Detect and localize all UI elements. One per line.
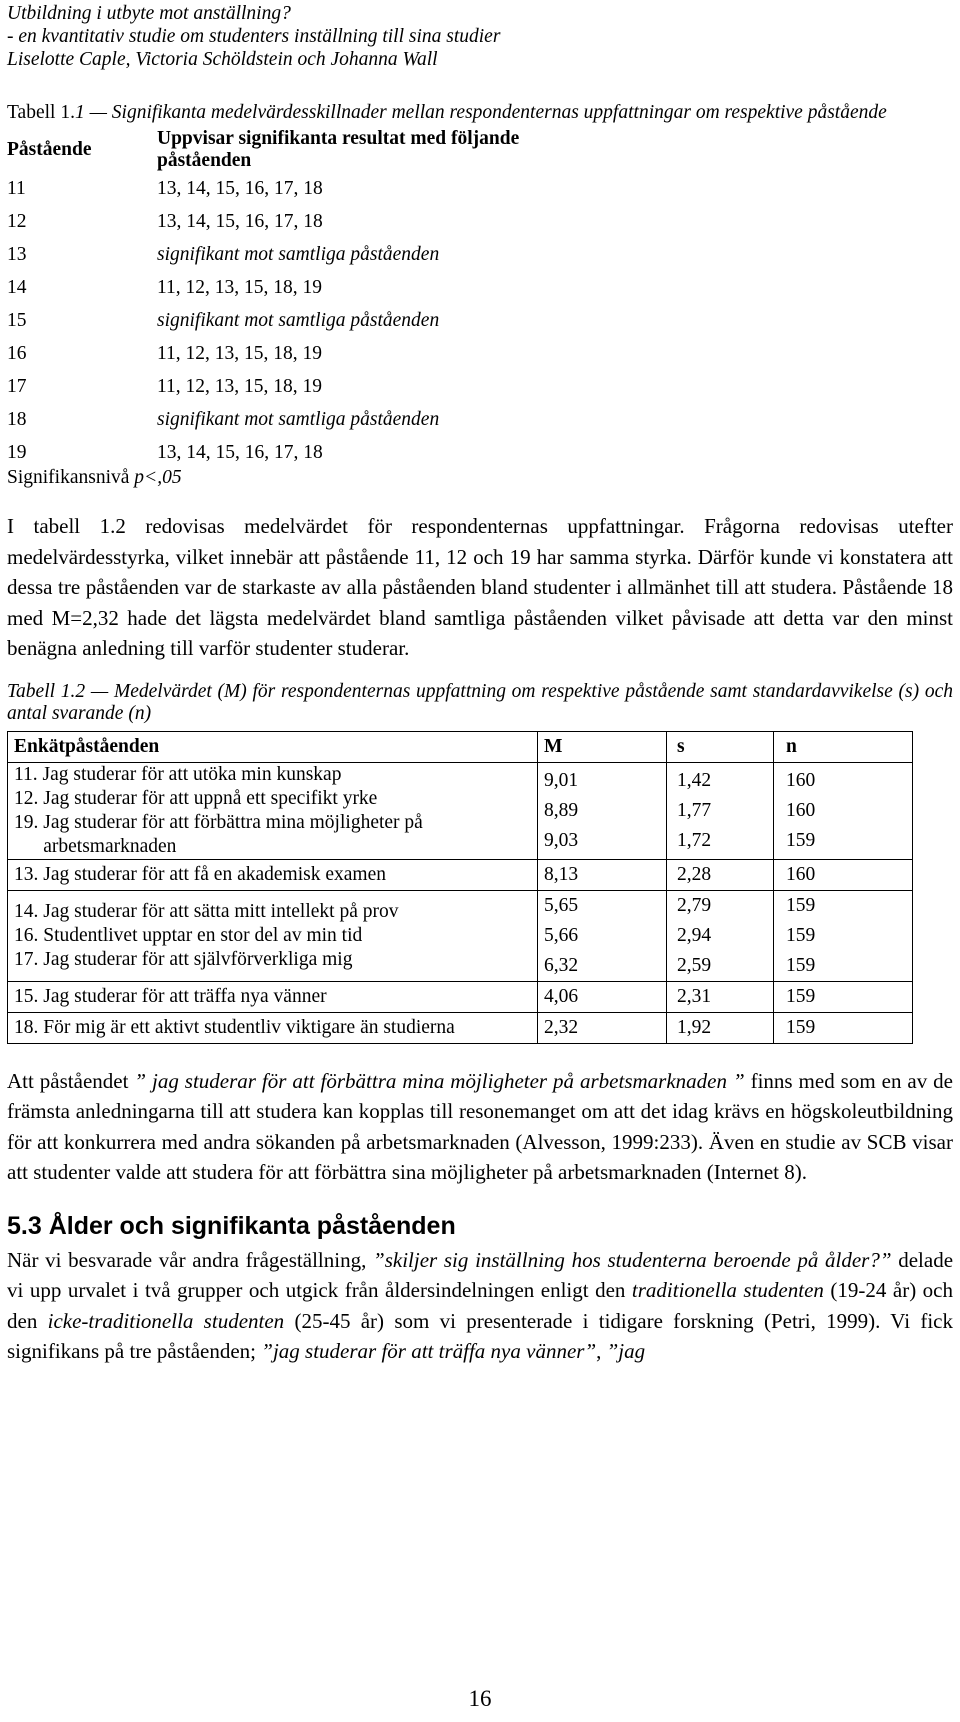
section-text-4: (25-45 år) som vi presenterade i tidigare forskning (Petri, 1999). Vi fick signifikans på tre påståenden; bbox=[7, 1308, 953, 1363]
std-value: 1,92 bbox=[677, 1016, 712, 1038]
section-text-2: delade vi upp urvalet i två grupper och utgick från åldersindelningen enligt den bbox=[7, 1247, 954, 1302]
table-row bbox=[7, 403, 527, 436]
header-subtitle: - en kvantitativ studie om studenters inställning till sina studier bbox=[7, 26, 501, 47]
std-value: 2,94 bbox=[677, 924, 712, 946]
statement-id: 14 bbox=[7, 276, 27, 298]
table-header-row bbox=[7, 128, 527, 172]
significance-result: signifikant mot samtliga påståenden bbox=[157, 309, 440, 331]
section-term-1: traditionella studenten bbox=[631, 1278, 824, 1302]
std-value: 1,42 bbox=[677, 769, 712, 791]
count-value: 159 bbox=[786, 924, 816, 946]
section-text-5: , bbox=[596, 1339, 607, 1363]
table1-caption-text: 1 — Signifikanta medelvärdesskillnader mellan respondenternas uppfattningar om respektive påstående bbox=[74, 102, 887, 123]
section-heading: 5.3 Ålder och signifikanta påståenden bbox=[7, 1211, 456, 1240]
table-row bbox=[7, 238, 527, 271]
header-authors: Liselotte Caple, Victoria Schöldstein och Johanna Wall bbox=[7, 49, 438, 70]
significance-label: Signifikansnivå bbox=[7, 467, 135, 488]
mean-value-cell bbox=[538, 859, 667, 890]
statement-id: 17 bbox=[7, 375, 27, 397]
column-header-m: M bbox=[538, 731, 667, 762]
statement-text: 14. Jag studerar för att sätta mitt intellekt på prov bbox=[14, 900, 399, 922]
mean-value: 9,03 bbox=[544, 829, 579, 851]
significance-result: 11, 12, 13, 15, 18, 19 bbox=[157, 342, 323, 364]
table-row bbox=[8, 981, 913, 1012]
table-row bbox=[8, 859, 913, 890]
std-value: 2,28 bbox=[677, 863, 712, 885]
statement-id: 18 bbox=[7, 408, 27, 430]
body-paragraph-1: I tabell 1.2 redovisas medelvärdet för respondenternas uppfattningar. Frågorna redovisas utefter medelvärdesstyrka, vilket innebär att påstående 11, 12 och 19 har samma styrka. Därför kunde vi konstatera att dessa tre påståenden var de starkaste av alla påståenden bland studenter i allmänhet till att studera. Påstående 18 med M=2,32 hade det lägsta medelvärdet bland samtliga påståenden vilket påvisade att detta var den minst benägna anledning till varför studenter studerar. bbox=[7, 514, 953, 660]
significance-result: 13, 14, 15, 16, 17, 18 bbox=[157, 210, 323, 232]
paragraph2-quote: ” jag studerar för att förbättra mina möjligheter på arbetsmarknaden ” bbox=[134, 1068, 745, 1093]
mean-value: 8,13 bbox=[544, 863, 579, 885]
statement-text-cell bbox=[8, 1012, 538, 1043]
mean-value-cell bbox=[538, 762, 667, 859]
table-row bbox=[7, 436, 527, 469]
count-value-cell bbox=[774, 859, 913, 890]
statement-text: 17. Jag studerar för att självförverkliga mig bbox=[14, 948, 353, 970]
mean-value: 5,66 bbox=[544, 924, 579, 946]
statement-text: arbetsmarknaden bbox=[14, 835, 177, 857]
header-title: Utbildning i utbyte mot anställning? bbox=[7, 3, 291, 24]
statement-id: 19 bbox=[7, 441, 27, 463]
std-value-cell bbox=[667, 981, 774, 1012]
count-value-cell bbox=[774, 981, 913, 1012]
table-row bbox=[7, 370, 527, 403]
table-row bbox=[7, 172, 527, 205]
column-header-n: n bbox=[774, 731, 913, 762]
std-value-cell bbox=[667, 1012, 774, 1043]
paragraph2-post: finns med som en av de främsta anledningarna till att studera kan kopplas till resonemanget om att det idag krävs en högskoleutbildning för att konkurrera med andra sökanden på arbetsmarknaden (Alvesson, 1999:233). Även en studie av SCB visar att studenter valde att studera för att förbättra sina möjligheter på arbetsmarknaden (Internet 8). bbox=[7, 1068, 954, 1184]
count-value: 160 bbox=[786, 769, 816, 791]
significance-table bbox=[7, 128, 527, 469]
table-row bbox=[8, 1012, 913, 1043]
statement-id: 16 bbox=[7, 342, 27, 364]
statement-text: 19. Jag studerar för att förbättra mina möjligheter på bbox=[14, 811, 423, 833]
statement-text-cell bbox=[8, 981, 538, 1012]
statement-id: 13 bbox=[7, 243, 27, 265]
table2-caption: Tabell 1.2 — Medelvärdet (M) för respondenternas uppfattning om respektive påstående samt standardavvikelse (s) och antal svarande (n) bbox=[7, 680, 953, 724]
significance-result: 13, 14, 15, 16, 17, 18 bbox=[157, 177, 323, 199]
statement-text-cell bbox=[8, 890, 538, 981]
section-quote-3: ”jag bbox=[606, 1339, 646, 1363]
section-text-3: (19-24 år) och den bbox=[7, 1278, 954, 1333]
table-row bbox=[8, 890, 913, 981]
mean-value-cell bbox=[538, 890, 667, 981]
statement-text-cell bbox=[8, 859, 538, 890]
count-value: 160 bbox=[786, 799, 816, 821]
std-value-cell bbox=[667, 762, 774, 859]
table-row bbox=[7, 205, 527, 238]
statement-id: 11 bbox=[7, 177, 26, 199]
count-value: 160 bbox=[786, 863, 816, 885]
count-value: 159 bbox=[786, 985, 816, 1007]
significance-result: signifikant mot samtliga påståenden bbox=[157, 243, 440, 265]
table1-caption bbox=[7, 102, 953, 124]
section-term-2: icke-traditionella studenten bbox=[47, 1308, 285, 1333]
std-value: 1,77 bbox=[677, 799, 712, 821]
section-quote-2: ”jag studerar för att träffa nya vänner” bbox=[261, 1339, 597, 1363]
count-value: 159 bbox=[786, 954, 816, 976]
column-header-s: s bbox=[667, 731, 774, 762]
table-row bbox=[7, 304, 527, 337]
mean-value: 5,65 bbox=[544, 894, 579, 916]
significance-result: signifikant mot samtliga påståenden bbox=[157, 408, 440, 430]
statement-text: 11. Jag studerar för att utöka min kunskap bbox=[14, 763, 342, 785]
statement-id: 15 bbox=[7, 309, 27, 331]
table-row bbox=[7, 337, 527, 370]
std-value: 1,72 bbox=[677, 829, 712, 851]
std-value: 2,59 bbox=[677, 954, 712, 976]
column-header-statement: Enkätpåståenden bbox=[8, 731, 538, 762]
body-paragraph-3 bbox=[7, 1245, 953, 1367]
table-header-row bbox=[8, 731, 913, 762]
statement-text: 15. Jag studerar för att träffa nya vänner bbox=[14, 985, 327, 1007]
body-paragraph-2 bbox=[7, 1066, 953, 1188]
count-value-cell bbox=[774, 1012, 913, 1043]
section-text-1: När vi besvarade vår andra frågeställning, bbox=[7, 1247, 374, 1272]
statement-text: 16. Studentlivet upptar en stor del av min tid bbox=[14, 924, 363, 946]
document-page bbox=[7, 0, 953, 1367]
section-quote-1: ”skiljer sig inställning hos studenterna beroende på ålder?” bbox=[373, 1247, 892, 1272]
statement-text: 18. För mig är ett aktivt studentliv viktigare än studierna bbox=[14, 1016, 455, 1038]
significance-result: 13, 14, 15, 16, 17, 18 bbox=[157, 441, 323, 463]
statement-text: 12. Jag studerar för att uppnå ett specifikt yrke bbox=[14, 787, 378, 809]
significance-note bbox=[7, 467, 953, 489]
table1-caption-label: Tabell 1. bbox=[7, 102, 75, 123]
significance-value: p<,05 bbox=[134, 467, 182, 488]
mean-value: 4,06 bbox=[544, 985, 579, 1007]
mean-value-cell bbox=[538, 981, 667, 1012]
page-number: 16 bbox=[468, 1686, 492, 1711]
statement-text-cell bbox=[8, 762, 538, 859]
mean-value: 8,89 bbox=[544, 799, 579, 821]
mean-value: 9,01 bbox=[544, 769, 579, 791]
statement-id: 12 bbox=[7, 210, 27, 232]
table-row bbox=[7, 271, 527, 304]
count-value: 159 bbox=[786, 894, 816, 916]
running-header bbox=[7, 2, 953, 71]
count-value-cell bbox=[774, 762, 913, 859]
statement-text: 13. Jag studerar för att få en akademisk examen bbox=[14, 863, 386, 885]
std-value: 2,79 bbox=[677, 894, 712, 916]
column-header-results: Uppvisar signifikanta resultat med följande påståenden bbox=[157, 128, 520, 171]
count-value: 159 bbox=[786, 1016, 816, 1038]
significance-result: 11, 12, 13, 15, 18, 19 bbox=[157, 375, 323, 397]
count-value: 159 bbox=[786, 829, 816, 851]
std-value-cell bbox=[667, 859, 774, 890]
means-table bbox=[7, 731, 913, 1044]
std-value-cell bbox=[667, 890, 774, 981]
table-row bbox=[8, 762, 913, 859]
mean-value: 6,32 bbox=[544, 954, 579, 976]
column-header-statement: Påstående bbox=[7, 139, 92, 160]
significance-result: 11, 12, 13, 15, 18, 19 bbox=[157, 276, 323, 298]
paragraph2-pre: Att påståendet bbox=[7, 1068, 135, 1093]
mean-value-cell bbox=[538, 1012, 667, 1043]
mean-value: 2,32 bbox=[544, 1016, 579, 1038]
std-value: 2,31 bbox=[677, 985, 712, 1007]
count-value-cell bbox=[774, 890, 913, 981]
